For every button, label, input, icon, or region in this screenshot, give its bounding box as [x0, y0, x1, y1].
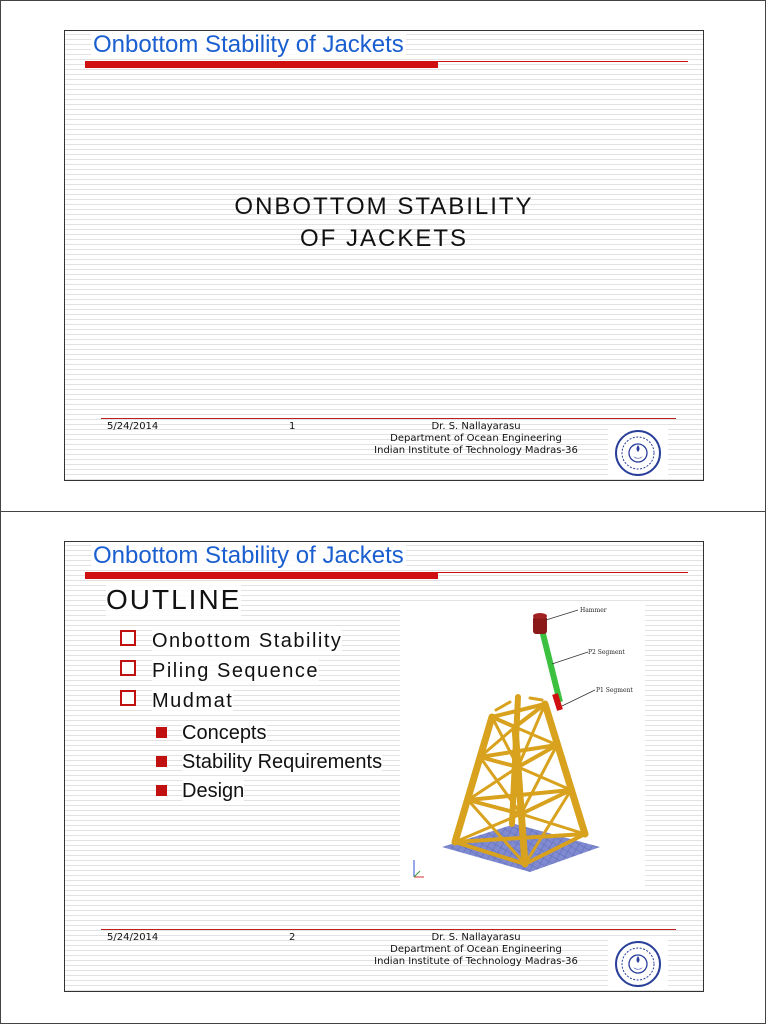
list-item: Onbottom Stability	[120, 630, 400, 660]
footer-credits	[351, 932, 601, 968]
iit-madras-logo	[608, 428, 668, 478]
footer-credits	[351, 421, 601, 457]
slide-title	[65, 191, 703, 255]
list-item: Mudmat	[120, 690, 400, 720]
hammer-label: Hammer	[580, 607, 607, 614]
sub-list-item: Concepts	[120, 722, 400, 745]
sub-list-item: Stability Requirements	[120, 751, 400, 774]
p2-segment-label: P2 Segment	[588, 649, 625, 656]
footer-date: 5/24/2014	[107, 932, 159, 943]
header-accent-line	[438, 572, 688, 573]
slide-title-line-2: OF JACKETS	[299, 225, 469, 252]
slide-header-title: Onbottom Stability of Jackets	[93, 31, 404, 58]
filled-square-bullet-icon	[156, 756, 167, 767]
footer-page-number: 2	[289, 932, 296, 943]
footer-department: Department of Ocean Engineering	[390, 433, 562, 444]
footer-institute: Indian Institute of Technology Madras-36	[374, 956, 578, 967]
iit-madras-logo	[608, 939, 668, 989]
filled-square-bullet-icon	[156, 727, 167, 738]
jacket-piling-figure	[400, 602, 645, 886]
axis-triad-icon	[414, 860, 424, 877]
footer-page-number: 1	[289, 421, 296, 432]
header-accent-line	[438, 61, 688, 62]
hollow-square-bullet-icon	[120, 690, 136, 706]
figure-callout-lines	[546, 610, 595, 706]
outline-heading: OUTLINE	[106, 584, 242, 615]
footer-date: 5/24/2014	[107, 421, 159, 432]
filled-square-bullet-icon	[156, 785, 167, 796]
hollow-square-bullet-icon	[120, 660, 136, 676]
sub-list-item: Design	[120, 780, 400, 803]
pile-and-hammer	[533, 613, 560, 710]
footer-divider	[101, 418, 676, 419]
slide-1	[64, 30, 704, 481]
header-accent-bar	[85, 572, 438, 579]
hollow-square-bullet-icon	[120, 630, 136, 646]
footer-department: Department of Ocean Engineering	[390, 944, 562, 955]
outline-list	[120, 630, 400, 809]
footer-author: Dr. S. Nallayarasu	[431, 932, 521, 943]
footer-author: Dr. S. Nallayarasu	[431, 421, 521, 432]
slide-header-title: Onbottom Stability of Jackets	[93, 542, 404, 569]
footer-institute: Indian Institute of Technology Madras-36	[374, 445, 578, 456]
slide-title-line-1: ONBOTTOM STABILITY	[234, 193, 534, 220]
footer-divider	[101, 929, 676, 930]
p1-segment-label: P1 Segment	[596, 687, 633, 694]
header-accent-bar	[85, 61, 438, 68]
list-item: Piling Sequence	[120, 660, 400, 690]
slide-2	[64, 541, 704, 992]
